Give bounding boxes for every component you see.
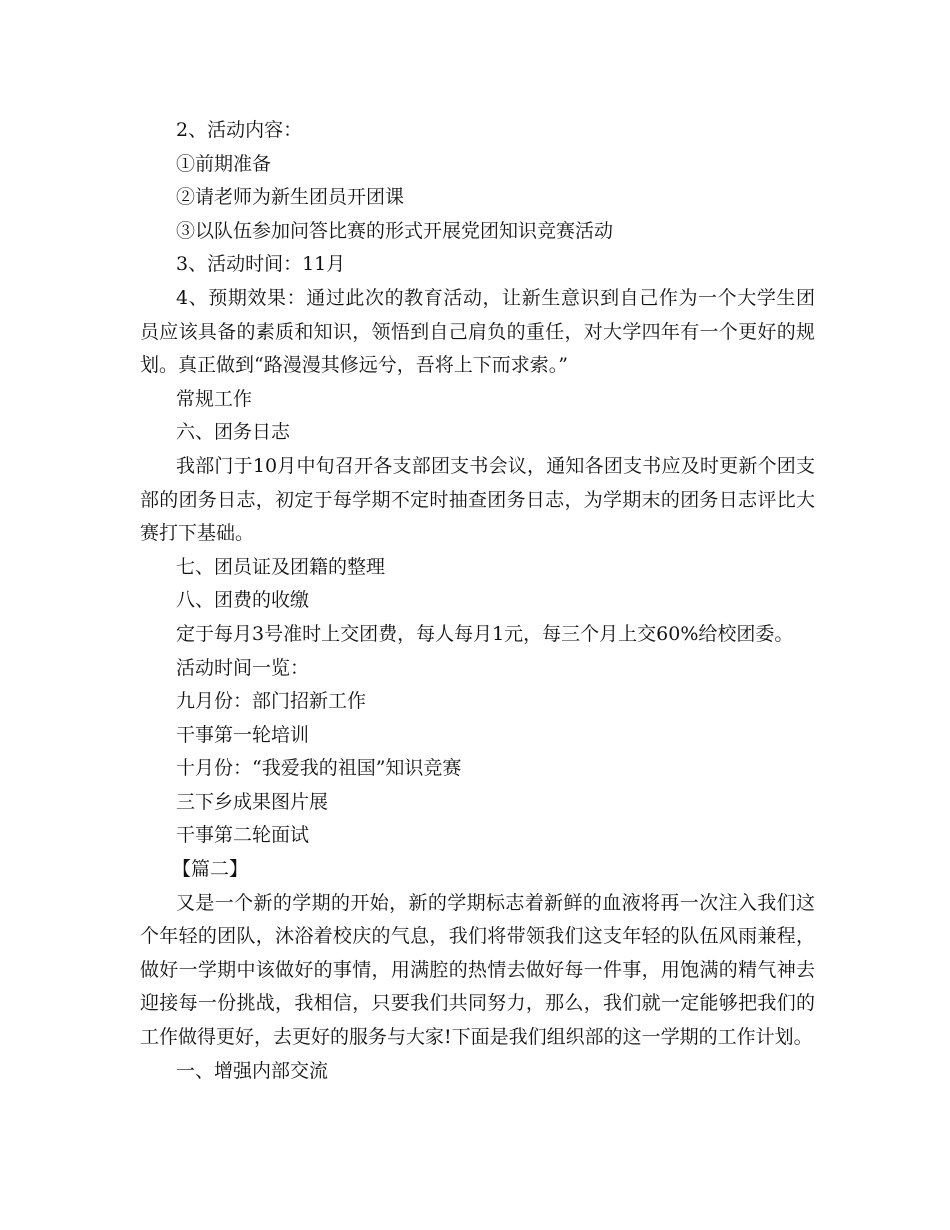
- document-body: [140, 114, 815, 1088]
- paragraph-new-semester: 又是一个新的学期的开始，新的学期标志着新鲜的血液将再一次注入我们这个年轻的团队，沐浴着校庆的气息，我们将带领我们这支年轻的队伍风雨兼程，做好一学期中该做好的事情，用满腔的热情去做好每一件事，用饱满的精气神去迎接每一份挑战，我相信，只要我们共同努力，那么，我们就一定能够把我们的工作做得更好，去更好的服务与大家!下面是我们组织部的这一学期的工作计划。: [140, 891, 815, 1049]
- paragraph-section-seven: 七、团员证及团籍的整理: [176, 555, 386, 578]
- paragraph-part-two-heading: 【篇二】: [172, 858, 249, 881]
- paragraph-schedule-heading: 活动时间一览：: [176, 656, 310, 679]
- paragraph-routine-work: 常规工作: [176, 387, 253, 410]
- paragraph-activity-time: 3、活动时间：11月: [176, 253, 346, 276]
- paragraph-photo-exhibition: 三下乡成果图片展: [176, 790, 329, 813]
- paragraph-fee-collection: 定于每月3号准时上交团费，每人每月1元，每三个月上交60%给校团委。: [176, 622, 794, 645]
- paragraph-second-interview: 干事第二轮面试: [176, 824, 310, 847]
- paragraph-item-preparation: ①前期准备: [176, 152, 272, 175]
- paragraph-strengthen-communication: 一、增强内部交流: [176, 1059, 329, 1082]
- paragraph-first-training: 干事第一轮培训: [176, 723, 310, 746]
- paragraph-section-eight: 八、团费的收缴: [176, 589, 310, 612]
- paragraph-item-quiz: ③以队伍参加问答比赛的形式开展党团知识竞赛活动: [176, 219, 614, 242]
- paragraph-item-lecture: ②请老师为新生团员开团课: [176, 186, 405, 209]
- paragraph-section-six: 六、团务日志: [176, 421, 291, 444]
- paragraph-league-log: 我部门于10月中旬召开各支部团支书会议，通知各团支书应及时更新个团支部的团务日志，初定于每学期不定时抽查团务日志，为学期末的团务日志评比大赛打下基础。: [140, 454, 815, 545]
- paragraph-activity-content-heading: 2、活动内容：: [176, 119, 303, 141]
- paragraph-october: 十月份：“我爱我的祖国”知识竞赛: [176, 757, 462, 780]
- paragraph-september: 九月份：部门招新工作: [176, 690, 367, 713]
- paragraph-expected-effect: 4、预期效果：通过此次的教育活动，让新生意识到自己作为一个大学生团员应该具备的素质和知识，领悟到自己肩负的重任，对大学四年有一个更好的规划。真正做到“路漫漫其修远兮，吾将上下而求索。”: [140, 286, 815, 377]
